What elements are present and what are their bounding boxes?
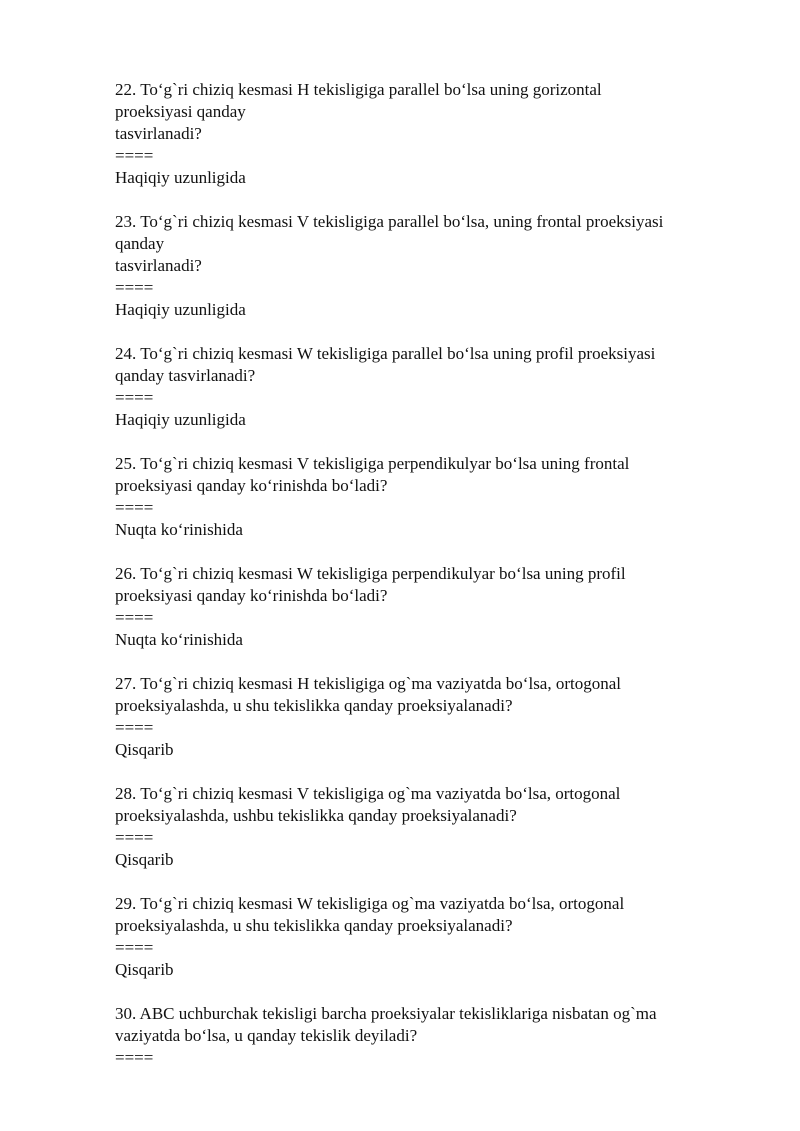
answer-22: Haqiqiy uzunligida [115,168,246,187]
question-25-line-1: 25. To‘g`ri chiziq kesmasi V tekisligiga perpendikulyar bo‘lsa uning frontal [115,454,630,473]
question-22-line-3: tasvirlanadi? [115,124,202,143]
question-26-line-1: 26. To‘g`ri chiziq kesmasi W tekisligiga perpendikulyar bo‘lsa uning profil [115,564,626,583]
question-block-22 [115,79,730,189]
separator-29: ==== [115,938,154,957]
separator-28: ==== [115,828,154,847]
answer-23: Haqiqiy uzunligida [115,300,246,319]
separator-23: ==== [115,278,154,297]
question-22-line-2: proeksiyasi qanday [115,102,246,121]
answer-28: Qisqarib [115,850,174,869]
question-block-29 [115,893,730,981]
separator-24: ==== [115,388,154,407]
question-block-28 [115,783,730,871]
question-block-30 [115,1003,730,1069]
answer-24: Haqiqiy uzunligida [115,410,246,429]
question-block-25 [115,453,730,541]
question-23-line-2: qanday [115,234,165,253]
separator-30: ==== [115,1048,154,1067]
separator-27: ==== [115,718,154,737]
question-24-line-1: 24. To‘g`ri chiziq kesmasi W tekisligiga parallel bo‘lsa uning profil proeksiyasi [115,344,656,363]
answer-25: Nuqta ko‘rinishida [115,520,243,539]
question-30-line-1: 30. ABC uchburchak tekisligi barcha proeksiyalar tekisliklariga nisbatan og`ma [115,1004,657,1023]
separator-25: ==== [115,498,154,517]
separator-22: ==== [115,146,154,165]
question-26-line-2: proeksiyasi qanday ko‘rinishda bo‘ladi? [115,586,388,605]
separator-26: ==== [115,608,154,627]
question-25-line-2: proeksiyasi qanday ko‘rinishda bo‘ladi? [115,476,388,495]
question-23-line-3: tasvirlanadi? [115,256,202,275]
document-content [115,79,730,1091]
question-28-line-2: proeksiyalashda, ushbu tekislikka qanday proeksiyalanadi? [115,806,517,825]
answer-29: Qisqarib [115,960,174,979]
question-27-line-1: 27. To‘g`ri chiziq kesmasi H tekisligiga og`ma vaziyatda bo‘lsa, ortogonal [115,674,622,693]
question-30-line-2: vaziyatda bo‘lsa, u qanday tekislik deyiladi? [115,1026,418,1045]
question-block-26 [115,563,730,651]
answer-26: Nuqta ko‘rinishida [115,630,243,649]
question-27-line-2: proeksiyalashda, u shu tekislikka qanday proeksiyalanadi? [115,696,513,715]
question-block-27 [115,673,730,761]
question-block-23 [115,211,730,321]
question-block-24 [115,343,730,431]
question-24-line-2: qanday tasvirlanadi? [115,366,256,385]
question-29-line-2: proeksiyalashda, u shu tekislikka qanday proeksiyalanadi? [115,916,513,935]
question-29-line-1: 29. To‘g`ri chiziq kesmasi W tekisligiga og`ma vaziyatda bo‘lsa, ortogonal [115,894,625,913]
answer-27: Qisqarib [115,740,174,759]
question-22-line-1: 22. To‘g`ri chiziq kesmasi H tekisligiga parallel bo‘lsa uning gorizontal [115,80,602,99]
question-23-line-1: 23. To‘g`ri chiziq kesmasi V tekisligiga parallel bo‘lsa, uning frontal proeksiyasi [115,212,664,231]
question-28-line-1: 28. To‘g`ri chiziq kesmasi V tekisligiga og`ma vaziyatda bo‘lsa, ortogonal [115,784,621,803]
